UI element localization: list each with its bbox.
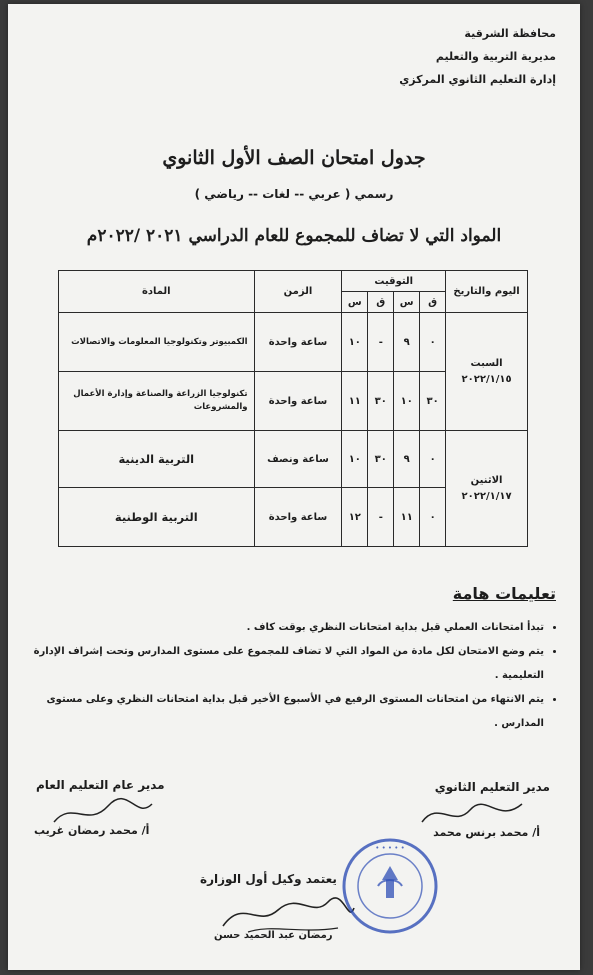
undersecretary-title: يعتمد وكيل أول الوزارة [200,872,337,886]
to-hour: ١٠ [342,431,368,488]
official-seal-stamp [340,836,440,936]
list-item: • يتم الانتهاء من امتحانات المستوى الرفيع في الأسبوع الأخير قبل بداية امتحانات النظري وعلى مستوى المدارس . [24,688,544,736]
handwritten-signature [48,792,158,832]
document-title: جدول امتحان الصف الأول الثانوي [162,147,426,169]
to-hour: ١٢ [342,488,368,547]
from-minute: ٠ [420,313,446,372]
header-hour: س [342,292,368,313]
instructions-list [24,616,558,736]
from-minute: ٠ [420,431,446,488]
day-cell [446,313,528,431]
header-hour: س [394,292,420,313]
from-hour: ١٠ [394,372,420,431]
from-hour: ٩ [394,431,420,488]
handwritten-signature [218,888,358,938]
day-date: ٢٠٢٢/١/١٧ [461,490,512,502]
duration-cell: ساعة واحدة [254,313,342,372]
header-timing: التوقيت [342,271,446,292]
header-subject: المادة [59,271,255,313]
exam-schedule-table [58,270,528,547]
day-date: ٢٠٢٢/١/١٥ [461,373,512,385]
duration-cell: ساعة ونصف [254,431,342,488]
duration-cell: ساعة واحدة [254,488,342,547]
document-subtitle: رسمي ( عربي -- لغات -- رياضي ) [194,187,394,201]
list-item: • يتم وضع الامتحان لكل مادة من المواد التي لا تضاف للمجموع على مستوى المدارس وتحت إشراف الإدارة التعليمية . [24,640,544,688]
instructions-title: تعليمات هامة [452,584,556,603]
general-director-title: مدير عام التعليم العام [36,778,165,792]
day-name: الاثنين [470,474,503,486]
directorate-label: مديرية التربية والتعليم [435,50,556,63]
to-minute: - [368,313,394,372]
from-hour: ٩ [394,313,420,372]
from-minute: ٠ [420,488,446,547]
to-minute: - [368,488,394,547]
secondary-director-name: أ/ محمد برنس محمد [433,826,540,839]
header-duration: الزمن [254,271,342,313]
header-minute: ق [368,292,394,313]
day-name: السبت [470,357,503,369]
to-minute: ٣٠ [368,431,394,488]
duration-cell: ساعة واحدة [254,372,342,431]
general-director-name: أ/ محمد رمضان غريب [34,824,150,837]
document-page [8,4,580,970]
day-cell [446,431,528,547]
administration-label: إدارة التعليم الثانوي المركزي [399,73,556,86]
subject-cell: تكنولوجيا الزراعة والصناعة وإدارة الأعمال والمشروعات [59,372,255,431]
to-hour: ١١ [342,372,368,431]
header-day-date: اليوم والتاريخ [446,271,528,313]
secondary-director-title: مدير التعليم الثانوي [434,780,550,794]
subject-cell: التربية الوطنية [59,488,255,547]
handwritten-signature [418,794,528,834]
subject-cell: الكمبيوتر وتكنولوجيا المعلومات والاتصالات [59,313,255,372]
from-hour: ١١ [394,488,420,547]
from-minute: ٣٠ [420,372,446,431]
header-minute: ق [420,292,446,313]
subject-cell: التربية الدينية [59,431,255,488]
table-row [59,431,528,488]
list-item: • تبدأ امتحانات العملي قبل بداية امتحانات النظري بوقت كاف . [24,616,544,640]
governorate-label: محافظة الشرقية [464,27,556,40]
table-row [59,313,528,372]
svg-text:• • • • •: • • • • • [375,844,405,852]
to-minute: ٣٠ [368,372,394,431]
document-heading: المواد التي لا تضاف للمجموع للعام الدراسي ٢٠٢١ /٢٠٢٢م [86,226,502,246]
to-hour: ١٠ [342,313,368,372]
letterhead [399,22,556,91]
undersecretary-name: رمضان عبد الحميد حسن [214,930,333,941]
